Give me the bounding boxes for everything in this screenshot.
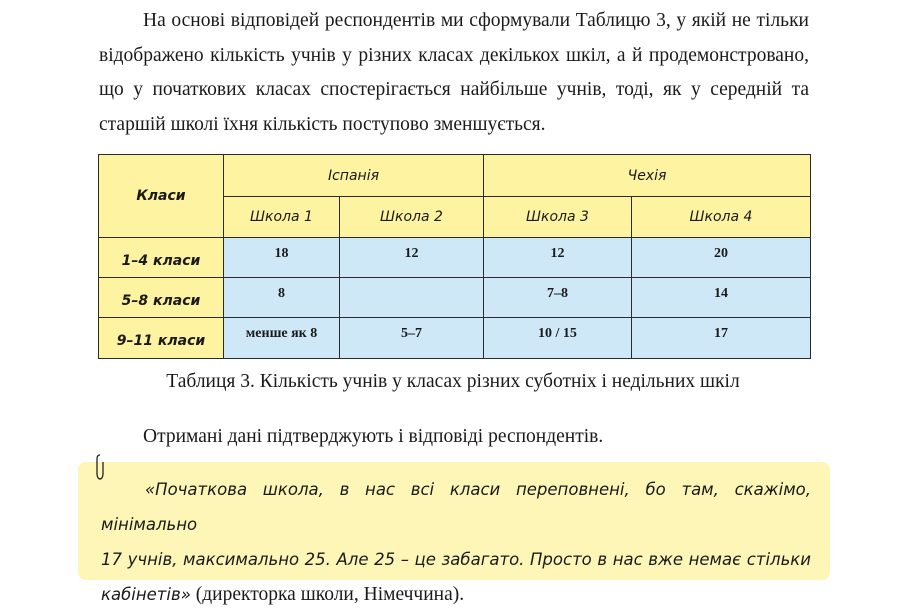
- country-label: Іспанія: [327, 167, 380, 184]
- table-cell: [484, 238, 632, 278]
- cell-value: 17: [714, 326, 728, 341]
- table-caption: Таблиця 3. Кількість учнів у класах різних суботніх і недільних шкіл: [166, 371, 740, 392]
- table-cell: [224, 318, 340, 359]
- intro-line-text: відображено кількість учнів у різних класах декількох шкіл, а й продемонстровано,: [99, 44, 809, 66]
- quote-attribution: (директорка школи, Німеччина).: [190, 584, 465, 605]
- quote-line: [101, 577, 811, 612]
- country-header-czechia: [484, 155, 811, 197]
- corner-header: [99, 155, 224, 238]
- row-label-cell: [99, 278, 224, 318]
- result-text: Отримані дані підтверджують і відповіді респондентів.: [143, 426, 604, 447]
- cell-value: 5–7: [401, 326, 422, 341]
- school-header: [632, 197, 811, 238]
- intro-line-text: На основі відповідей респондентів ми сформували Таблицю 3, у якій не тільки: [143, 10, 809, 31]
- school-label: Школа 4: [689, 209, 753, 225]
- cell-value: менше як 8: [245, 326, 318, 341]
- cell-value: 8: [278, 285, 285, 301]
- corner-label: Класи: [136, 188, 186, 204]
- quote-line: [101, 472, 811, 542]
- country-header-spain: [224, 155, 484, 197]
- cell-value: 10 / 15: [538, 326, 577, 341]
- country-label: Чехія: [627, 167, 667, 184]
- intro-line: [99, 39, 809, 74]
- table-cell: [632, 318, 811, 359]
- result-paragraph: [99, 420, 809, 455]
- row-label-cell: [99, 238, 224, 278]
- cell-value: 20: [714, 245, 728, 261]
- row-label-cell: [99, 318, 224, 359]
- table-cell: [340, 238, 484, 278]
- row-label: 5–8 класи: [121, 292, 201, 309]
- cell-value: 12: [550, 245, 565, 261]
- table-cell: [340, 278, 484, 318]
- quote-text: кабінетів»: [101, 585, 191, 604]
- table-cell: [632, 278, 811, 318]
- table-cell: [340, 318, 484, 359]
- school-header: [340, 197, 484, 238]
- intro-line-text: що у початкових класах спостерігається найбільше учнів, тоді, як у середній та: [99, 79, 809, 100]
- table-cell: [484, 278, 632, 318]
- intro-line: [99, 108, 809, 143]
- row-label: 9–11 класи: [116, 333, 206, 349]
- intro-line-text: старшій школі їхня кількість поступово зменшується.: [99, 113, 546, 135]
- school-label: Школа 2: [380, 209, 443, 225]
- school-header: [484, 197, 632, 238]
- quote-text: «Початкова школа, в нас всі класи переповнені, бо там, скажімо, мінімально: [101, 480, 811, 534]
- table-cell: [224, 278, 340, 318]
- table-row: [99, 318, 811, 359]
- respondent-quote: [101, 472, 811, 612]
- school-header: [224, 197, 340, 238]
- intro-paragraph: [99, 4, 809, 142]
- table-row: [99, 278, 811, 318]
- cell-value: 14: [714, 285, 728, 301]
- table-cell: [484, 318, 632, 359]
- table-cell: [224, 238, 340, 278]
- students-table: [98, 154, 811, 359]
- cell-value: 12: [404, 245, 419, 261]
- cell-value: 7–8: [547, 285, 568, 301]
- row-label: 1–4 класи: [121, 252, 201, 269]
- intro-line: [99, 73, 809, 108]
- school-label: Школа 1: [250, 209, 313, 225]
- school-label: Школа 3: [526, 209, 589, 225]
- intro-line: [99, 4, 809, 39]
- table-cell: [632, 238, 811, 278]
- table-row: [99, 238, 811, 278]
- quote-text: 17 учнів, максимально 25. Але 25 – це забагато. Просто в нас вже немає стільки: [101, 550, 811, 569]
- cell-value: 18: [274, 245, 289, 261]
- quote-line: [101, 542, 811, 577]
